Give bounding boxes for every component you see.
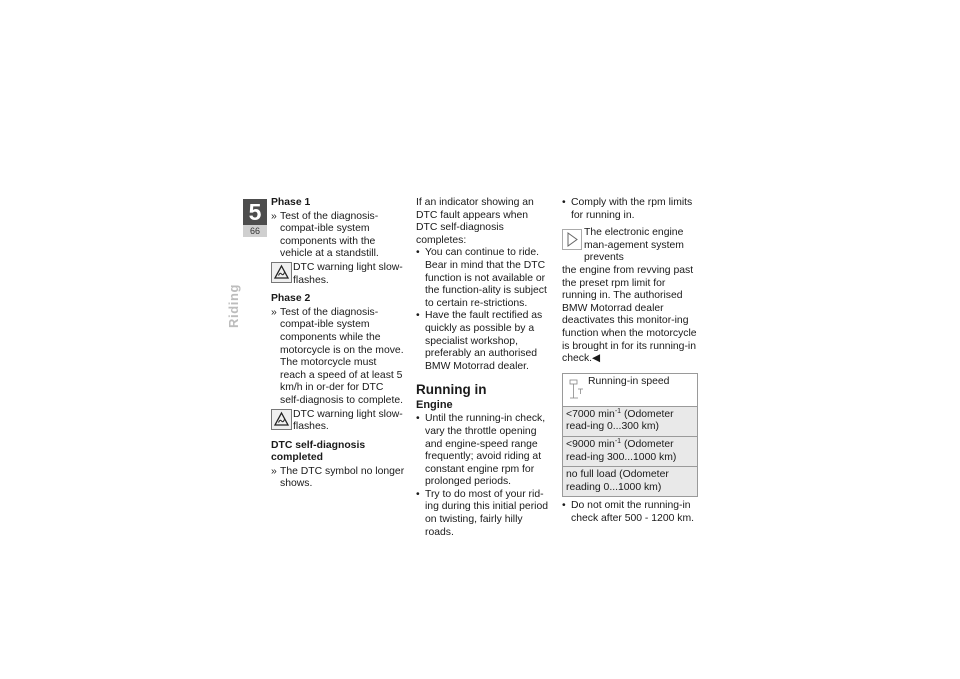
dtc-warning-icon (271, 262, 292, 283)
phase1-heading: Phase 1 (271, 197, 311, 208)
self-diagnosis-complete-step: » The DTC symbol no longer shows. (271, 466, 405, 491)
table-header-row (563, 373, 698, 406)
column-3 (562, 197, 698, 525)
table-row (563, 406, 698, 436)
table-cell-text: (Odometer read-ing 0...300 km) (566, 408, 674, 433)
table-cell-text: <9000 min (566, 438, 615, 450)
rpm-limit-bullet: • Comply with the rpm limits for running in. (562, 197, 698, 222)
info-note (562, 227, 698, 265)
table-header-text: Running-in speed (588, 375, 670, 387)
info-note-first: The electronic engine man-agement system prevents (584, 227, 684, 264)
info-arrow-icon (562, 229, 582, 250)
chapter-number: 5 (248, 199, 262, 225)
phase2-step: » Test of the diagnosis-compat-ible system components while the motorcycle is on the move. The motorcycle must reach a speed of at least 5 km/h in or-der for DTC self-diagnosis to complete. (271, 307, 405, 408)
chapter-marker (243, 199, 267, 237)
column-2 (416, 197, 550, 539)
fault-bullet-2: • Have the fault rectified as quickly as possible by a specialist workshop, preferably an authorised BMW Motorrad dealer. (416, 310, 550, 373)
phase2-note-text: DTC warning light slow-flashes. (293, 408, 403, 433)
phase1-note (271, 262, 405, 287)
table-cell-text: no full load (Odometer reading 0...1000 km) (566, 469, 669, 493)
fault-bullet-1: • You can continue to ride. Bear in mind that the DTC function is not available or the function-ality is subject to certain re-strictions. (416, 247, 550, 310)
chapter-label: Riding (226, 283, 241, 328)
table-cell (563, 436, 698, 466)
running-in-speed-table (562, 373, 698, 498)
phase1-note-text: DTC warning light slow-flashes. (293, 261, 403, 286)
info-note-rest (562, 265, 698, 366)
page-number: 66 (243, 225, 267, 237)
engine-subtitle: Engine (416, 399, 453, 412)
speed-limit-icon (568, 378, 586, 402)
self-diagnosis-complete-heading: DTC self-diagnosis completed (271, 439, 366, 464)
fault-intro: If an indicator showing an DTC fault appears when DTC self-diagnosis completes: (416, 197, 534, 246)
engine-bullet-1: • Until the running-in check, vary the throttle opening and engine-speed range frequently; avoid riding at constant engine rpm for prolonged periods. (416, 413, 550, 489)
table-cell (563, 467, 698, 497)
column-1 (271, 197, 405, 491)
phase2-note (271, 409, 405, 434)
info-note-rest-text: the engine from revving past the preset rpm limit for running in. The authorised BMW Motorrad dealer deactivates this monitor-ing function when the motorcycle is brought in for its running-in check. (562, 264, 697, 365)
table-cell-text: (Odometer read-ing 300...1000 km) (566, 438, 677, 463)
engine-bullet-2: • Try to do most of your rid-ing during this initial period on twisting, fairly hilly roads. (416, 489, 550, 539)
table-row (563, 467, 698, 497)
table-cell-text: <7000 min (566, 408, 615, 420)
table-cell-sup: -1 (614, 437, 622, 445)
running-in-title: Running in (416, 382, 487, 398)
table-row (563, 436, 698, 466)
running-in-check-bullet: • Do not omit the running-in check after 500 - 1200 km. (562, 500, 698, 525)
table-header-cell (563, 373, 698, 406)
phase2-heading: Phase 2 (271, 293, 311, 305)
end-mark: ◀ (592, 353, 601, 365)
dtc-warning-icon (271, 409, 292, 430)
table-cell-sup: -1 (614, 407, 622, 415)
phase1-step: » Test of the diagnosis-compat-ible system components with the vehicle at a standstill. (271, 211, 405, 261)
table-cell (563, 406, 698, 436)
